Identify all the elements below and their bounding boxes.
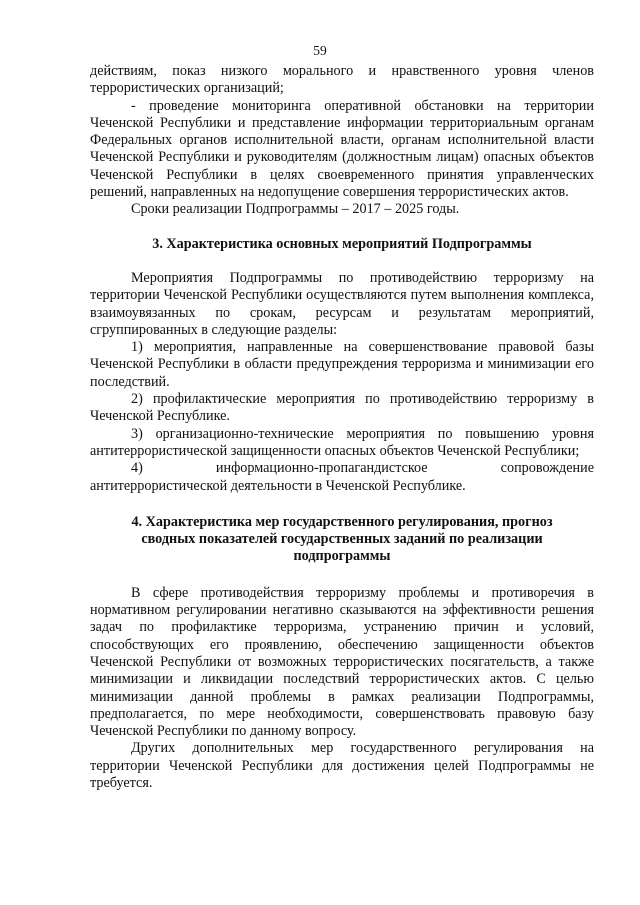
section-4-heading-line-2: сводных показателей государственных заданий по реализации xyxy=(141,531,543,548)
paragraph-measures-intro: Мероприятия Подпрограммы по противодействию терроризму на территории Чеченской Республики осуществляются путем выполнения комплекса, взаимоувязанных по срокам, ресурсам и результатам мероприятий, сгруппированных в следующие разделы: xyxy=(90,269,594,338)
paragraph-continuation: действиям, показ низкого морального и нравственного уровня членов террористических организаций; xyxy=(90,63,594,97)
list-item-2: 2) профилактические мероприятия по противодействию терроризму в Чеченской Республике. xyxy=(90,391,594,425)
list-item-1: 1) мероприятия, направленные на совершенствование правовой базы Чеченской Республики в области предупреждения терроризма и минимизации его последствий. xyxy=(90,339,594,390)
section-4-heading-line-3: подпрограммы xyxy=(293,548,391,565)
list-item-4: 4) информационно-пропагандистское сопровождение антитеррористической деятельности в Чеченской Республике. xyxy=(90,460,594,494)
section-3-heading: 3. Характеристика основных мероприятий Подпрограммы xyxy=(152,235,532,252)
paragraph-no-additional-measures: Других дополнительных мер государственного регулирования на территории Чеченской Республики для достижения целей Подпрограммы не требуется. xyxy=(90,740,594,791)
list-item-3: 3) организационно-технические мероприятия по повышению уровня антитеррористической защищенности опасных объектов Чеченской Республики; xyxy=(90,425,594,459)
paragraph-regulation: В сфере противодействия терроризму проблемы и противоречия в нормативном регулировании негативно сказываются на эффективности решения задач по профилактике терроризма, устранению причин и условий, способствующих его проявлению, обеспечению защищенности объектов Чеченской Республики от возможных террористических посягательств, а также минимизации и ликвидации последствий террористических актов. С целью минимизации данной проблемы в рамках реализации Подпрограммы, предполагается, по мере необходимости, совершенствовать правовую базу Чеченской Республики по данному вопросу. xyxy=(90,584,594,740)
section-4-heading-line-1: 4. Характеристика мер государственного регулирования, прогноз xyxy=(131,513,553,530)
paragraph-monitoring: - проведение мониторинга оперативной обстановки на территории Чеченской Республики и представление информации территориальным органам Федеральных органов исполнительной власти, органам исполнительной власти Чеченской Республики и руководителям (должностным лицам) опасных объектов Чеченской Республики в целях своевременного принятия управленческих решений, направленных на недопущение совершения террористических актов. xyxy=(90,97,594,201)
paragraph-terms: Сроки реализации Подпрограммы – 2017 – 2025 годы. xyxy=(131,201,460,218)
document-body xyxy=(90,63,594,792)
page-number: 59 xyxy=(313,43,327,58)
